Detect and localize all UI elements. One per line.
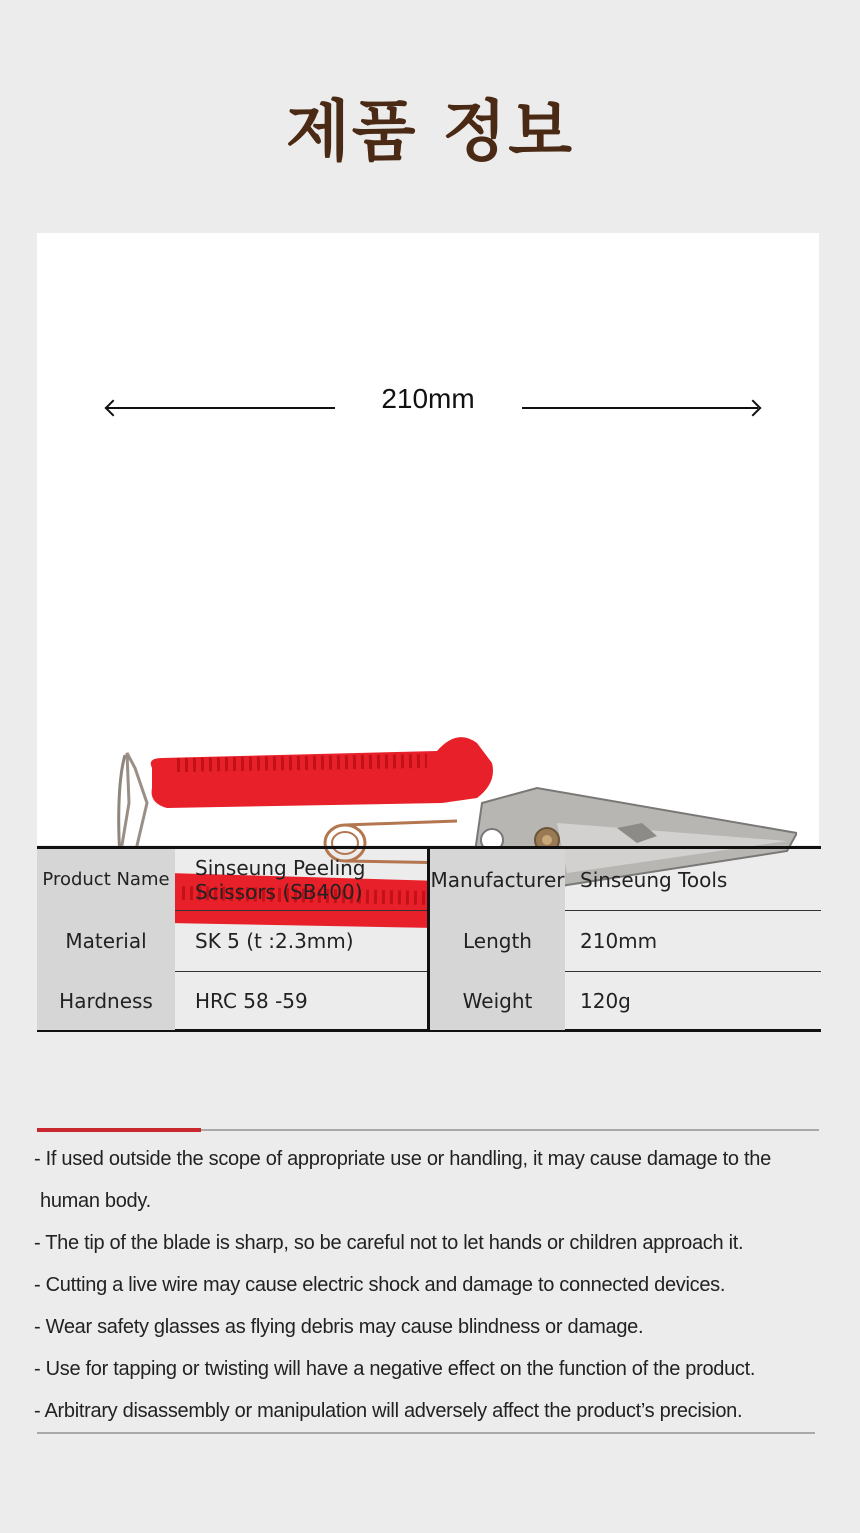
spec-key: Weight [427,971,565,1030]
spec-key: Hardness [37,971,175,1030]
list-item: - The tip of the blade is sharp, so be careful not to let hands or children approach it. [34,1232,744,1254]
spec-key: Length [427,910,565,971]
list-item: - Cutting a live wire may cause electric shock and damage to connected devices. [34,1274,726,1296]
spec-key: Material [37,910,175,971]
spec-key: Product Name [37,849,175,910]
list-item: - Use for tapping or twisting will have a negative effect on the function of the product. [34,1358,756,1380]
spec-value [175,849,427,910]
divider [37,1432,815,1434]
list-item: human body. [40,1190,151,1212]
list-item: - Wear safety glasses as flying debris may cause blindness or damage. [34,1316,644,1338]
list-item: - If used outside the scope of appropriate use or handling, it may cause damage to the [34,1148,771,1170]
table-row [37,910,821,972]
list-item: - Arbitrary disassembly or manipulation will adversely affect the product’s precision. [34,1400,743,1422]
product-photo [37,233,819,845]
spec-value: Sinseung Tools [580,867,728,892]
accent-bar [37,1128,201,1132]
spec-value: HRC 58 -59 [195,988,308,1013]
dimension-label: 210mm [381,383,475,414]
spec-value-line: Scissors (SB400) [195,879,363,904]
spec-value: SK 5 (t :2.3mm) [195,928,354,953]
spec-value: 120g [580,988,631,1013]
warnings-list [34,1138,824,1432]
page-title: 제품 정보 [285,93,574,170]
spec-value: 210mm [580,928,658,953]
spec-value-line: Sinseung Peeling [195,855,366,880]
table-row [37,971,821,1030]
spec-key: Manufacturer [427,849,565,910]
spec-table [37,846,821,1032]
dimension-line-right [522,407,758,409]
table-row [37,849,821,911]
